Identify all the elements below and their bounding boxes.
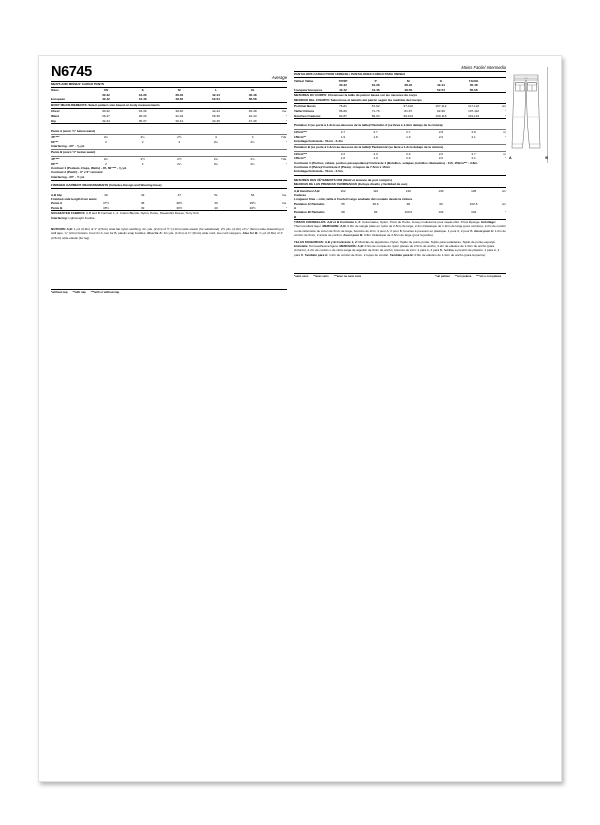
bm-0-2: 38-40 (175, 109, 184, 114)
fr-size-numeric-3: 42-44 (437, 83, 445, 88)
bm-1-2: 32-34 (175, 114, 184, 119)
fr-bm-0-0: 76-81 (339, 104, 347, 109)
fr-european-label: Français/ Europeos (294, 88, 327, 93)
european-4: 56-58 (234, 97, 271, 102)
table-row (294, 201, 506, 210)
yb-1-0: 2 (105, 161, 107, 166)
fr-ya-0-2: 2.7 (406, 129, 411, 134)
bm-2-0: 32-34 (88, 119, 125, 124)
notions-es-also-b-text: 0.8m de elástico de 1.3cm de ancho (para la pierna). (414, 252, 486, 257)
notions-fr-also-b-text: 0.8m d'élastique de 2.5cm de large (pour la jambe). (364, 233, 434, 238)
fr-fin-hip-2: 120 (405, 188, 411, 193)
fin-hip-3: 51 (214, 192, 218, 197)
sl-1-4: 40½ (234, 206, 271, 211)
fr-bm-label-0: Poitrine/ Busto (294, 104, 316, 109)
notions-text: 1 yd. (0.9m) of 1" (2.5cm) wide flat nylon webbing, 2¼ yds. (2.2m) of ½" (1.3cm) wide elastic (for waistband), 2½ yds. (2.2m) of ¼" (6mm) wide drawstring or twill tape, ¾" (2cm) buttons. Four for A, two for B, plastic snap buckles: (51, 226, 285, 236)
european-3: 52-54 (198, 97, 235, 102)
fr-yb-label-0: 115cm*** (294, 151, 307, 156)
fabrics-fr-label: TISSUS CONSEILLÉS: (294, 219, 327, 224)
fr-bm-2-3: 109-115 (425, 113, 458, 118)
fr-yb-0-4: 2.7 (471, 151, 476, 156)
size-numeric-0: 30-32 (102, 92, 110, 97)
yb-1-2: 2¼ (177, 161, 182, 166)
bm-1-4: 42-44 (248, 114, 257, 119)
fr-sl-unit-0: cm (501, 201, 506, 206)
footnote-fr-0: *sans sens (294, 275, 309, 279)
size-label-2: M (178, 88, 181, 93)
fr-ya-1-2: 1.9 (406, 134, 411, 139)
fr-bm-0-2: 97-102 (403, 104, 414, 109)
ya-unit-1: " (285, 139, 287, 144)
fr-bm-0-1: 87-92 (371, 104, 380, 109)
fr-yb-1-3: 2.0 (438, 156, 444, 161)
fr-bm-label-2: Hanches/ Caderas (294, 113, 327, 118)
fabrics-es-label: TELAS SUGERIDAS: (294, 239, 324, 244)
fr-sl-0-2: 98 (406, 201, 410, 206)
notions-also-a-label: Also for A: (147, 231, 163, 236)
notions-fr-text: 0.9m de sangle plate en nylon de 2.5cm de large, 2.2m d'élastique de 1.3cm de large (pour ceinture), 2.2m de cordon ou de talonnette de coton de 6mm de large, boutons de 2cm: 4 pour A, 2 pour B, boucles à pression en plastique. 1 pour A, 2 pour B. (294, 224, 506, 233)
pants-illustration-icon (506, 69, 546, 155)
envelope-content (51, 65, 551, 294)
interfacing-a-en: Interfacing - 20" - ⅜ yd. (51, 144, 85, 149)
size-numeric-1: 34-36 (138, 92, 147, 97)
fr-european-3: 52-54 (425, 88, 458, 93)
fr-bm-0-3: 107-112 (435, 104, 447, 109)
sl-unit-1: " (271, 206, 287, 211)
fr-sl-0-3: 99 (439, 201, 443, 206)
yb-0-0: 2¼ (103, 156, 109, 161)
fr-ya-1-3: 2.0 (438, 134, 444, 139)
pants-a-heading-en: Pants A (worn ½" below waist) (51, 128, 96, 133)
fr-size-label-3: G (439, 78, 443, 83)
fr-european-1: 44-46 (359, 88, 392, 93)
sizes-table-fr-es (294, 78, 506, 93)
ya-1-0: 2 (105, 139, 107, 144)
contrast2-fr-es: Contraste 2 (Pièce)/ Contraste 2 (Pieza) - Coupon de 7.5cm x 15cm (294, 165, 391, 170)
fr-ya-0-4: 2.8 (471, 129, 476, 134)
fr-european-0: 40-42 (327, 88, 360, 93)
fr-size-numeric-2: 38-40 (404, 83, 413, 88)
interfacing-b-fr-es: Entoilage/ Entretela - 51cm - 0.5m. (294, 169, 344, 174)
fr-sl-1-4: 103 (457, 210, 490, 219)
fr-ya-label-0: 115cm*** (294, 129, 307, 134)
view-labels (506, 156, 551, 160)
bm-1-1: 28-30 (138, 114, 147, 119)
bm-2-3: 43-45 (198, 119, 235, 124)
fr-sl-1-1: 99 (359, 210, 392, 219)
bm-unit-2: " (271, 119, 287, 124)
side-length-label-en: Finished side length from waist (51, 196, 97, 201)
fabrics-fr-interfacing-text: Thermocollant léger. (294, 224, 322, 229)
notions-fr-label: MERCERIE: A,B: (322, 224, 347, 229)
footnote-en-1: **with nap (72, 291, 86, 295)
pattern-envelope-back (38, 55, 562, 782)
european-label: European (51, 97, 88, 102)
fr-ya-1-0: 1.9 (340, 134, 346, 139)
fr-yb-1-4: 2.1 (471, 156, 476, 161)
size-label-4: XL (250, 88, 255, 93)
fin-hip-1: 43 (140, 192, 145, 197)
suggested-fabrics-es (294, 240, 506, 258)
sizes-row-label: Sizes (51, 88, 59, 93)
notions-label: NOTIONS: A,B: (51, 226, 73, 231)
footnotes-fr-es (294, 274, 506, 278)
bm-label-2: Hip (51, 119, 88, 124)
fr-size-numeric-4: 46-48 (469, 83, 478, 88)
fr-size-numeric-1: 34-36 (371, 83, 380, 88)
fr-bm-2-2: 99-104 (392, 113, 425, 118)
fr-yb-unit-1: " (504, 156, 506, 161)
fr-sizes-row-label: Tailles/ Tallas (294, 78, 314, 83)
body-measurements-heading-es: MEDIDAS DEL CUERPO: Seleccione el tamaño del patrón según las medidas del cuerpo (294, 97, 422, 102)
notions-es-also-a-text: 1.0m de cordón de 6mm, 2 topes de cordón. (329, 252, 390, 257)
difficulty-level-en: Average (271, 74, 287, 80)
garment-title-en: MEN'S AND MISSES' CARGO PANTS (51, 81, 105, 86)
sl-1-3: 40 (198, 206, 235, 211)
fr-ya-0-0: 2.7 (340, 129, 346, 134)
fr-sl-0-0: 95 (341, 201, 345, 206)
fr-yb-0-2: 2.4 (406, 151, 411, 156)
fin-hip-2: 47 (177, 192, 181, 197)
bm-0-1: 34-36 (138, 109, 147, 114)
ya-label-0: 45"*** (51, 135, 60, 140)
fabrics-fr-text: Cotonnades, Nylon, Tricot de Ponte, Jersey molletonné pour sweat-shirt, Tricot Éponge. (361, 219, 481, 224)
fr-european-4: 56-58 (457, 88, 490, 93)
view-b-label: B (545, 155, 548, 160)
size-label-1: S (141, 88, 144, 93)
bm-unit-0: Ins. (282, 109, 287, 114)
table-row (294, 113, 506, 118)
bm-2-1: 35-37 (124, 119, 161, 124)
yb-0-4: 2¾ (250, 156, 255, 161)
fr-sl-0-1: 96.5 (372, 201, 379, 206)
bm-unit-1: " (285, 114, 287, 119)
body-measurements-heading-en: BODY MEASUREMENTS: Select pattern size based on body measurements (51, 102, 160, 107)
ya-unit-0: Yds. (280, 135, 287, 140)
footnote-es-2: ***sin o con pelusa (476, 275, 501, 279)
sl-unit-0: Ins. (282, 201, 287, 206)
fr-sl-label-0: Pantalon A/ Pantalón A (294, 201, 325, 210)
sl-1-0: 38½ (88, 206, 125, 211)
bm-label-0: Chest (51, 109, 60, 114)
finished-table-fr-es (294, 188, 506, 197)
footnote-fr-1: **avec sens (313, 275, 329, 279)
fr-ya-unit-0: m (503, 129, 506, 134)
fabrics-es-interfacing-label: Entretela: (294, 243, 309, 248)
sl-label-1: Pants B (51, 206, 88, 211)
pants-a-heading-fr-es: Pantalon A (se porte à 1.3cm au-dessous de la taille)/ Pantalón A (se lleva a 1.3cm debajo de la cintura) (294, 123, 443, 128)
ya-1-3: 2¼ (213, 139, 219, 144)
footnotes-es (435, 275, 506, 278)
difficulty-level-fr-es: Moins Facile/ Intermedio (461, 65, 506, 70)
size-numeric-4: 46-48 (248, 92, 257, 97)
sl-0-2: 38½ (176, 201, 183, 206)
finished-measurements-heading-en: FINISHED GARMENT MEASUREMENTS (Includes Design and Wearing Ease) (51, 182, 162, 187)
notions-es-label: MERCERÍA: A,B: (339, 243, 364, 248)
fr-ya-1-1: 1.8 (373, 134, 378, 139)
footnotes-en-wrap (51, 289, 287, 294)
pants-b-heading-en: Pants B (worn ½" below waist) (51, 150, 96, 155)
ya-label-1: 60"** (51, 139, 59, 144)
ya-1-4: 2¼ (250, 139, 255, 144)
view-a-label: A (509, 155, 512, 160)
fr-bm-1-4: 107-112 (468, 108, 480, 113)
table-row (294, 210, 506, 219)
yb-label-1: 60"** (51, 161, 59, 166)
yardage-b-table-fr-es (294, 152, 506, 161)
fr-bm-unit-0: cm (501, 104, 506, 109)
fr-yb-1-0: 1.8 (340, 156, 346, 161)
sl-0-4: 39½ (249, 201, 256, 206)
bm-0-0: 30-32 (102, 109, 110, 114)
footnotes-fr-es-wrap (294, 273, 506, 278)
ya-0-3: 3 (215, 135, 217, 140)
ya-1-2: 2 (178, 139, 181, 144)
notions-fr-also-a-text: 1.0m de cordon de 6mm, 2 arrêts de cordon. (294, 228, 506, 238)
fabrics-es-inline: A,B y B Contraste 1, 2: (324, 239, 358, 244)
side-length-table-fr-es (294, 201, 506, 220)
fr-size-label-1: P (374, 78, 377, 83)
size-label-0: XS (103, 88, 109, 93)
size-numeric-3: 42-44 (212, 92, 220, 97)
fr-es-header (294, 65, 506, 70)
sl-1-2: 39½ (161, 206, 198, 211)
body-measurements-heading-fr: MESURES DU CORPS: Choisissez la taille du patron basée sur les mesures du corps (294, 93, 418, 98)
fr-bm-1-1: 71-76 (371, 108, 380, 113)
yb-0-2: 2½ (177, 156, 182, 161)
footnote-en-2: ***with or without nap (90, 291, 120, 295)
yb-1-3: 2¼ (213, 161, 219, 166)
yb-unit-1: " (285, 161, 287, 166)
interfacing-label: Interfacing: (51, 215, 68, 220)
fr-bm-1-0: 66-69 (339, 108, 347, 113)
bm-0-3: 42-44 (212, 109, 220, 114)
notions-es-also-b-label: También para B: (389, 252, 414, 257)
three-column-layout (51, 65, 551, 294)
finished-measurements-heading-es: MEDIDAS DE LAS PRENDAS TERMINADAS (Incluye diseño y facilidad de uso) (294, 181, 408, 186)
fr-yb-0-3: 2.6 (438, 151, 444, 156)
fr-bm-1-2: 81-87 (404, 108, 413, 113)
notions-also-a-text: 1⅛ yds. (1.0m) of ¼" (6mm) wide cord, two cord stoppers. (163, 231, 242, 236)
sl-0-0: 37½ (103, 201, 109, 206)
fr-fin-hip-1: 110 (373, 188, 379, 193)
fr-fin-hip-4: 138 (471, 188, 477, 193)
fr-bm-1-3: 92-99 (437, 108, 445, 113)
fr-size-label-0: TP/XP (338, 78, 348, 83)
interfacing-text: Lightweight Fusible. (68, 215, 96, 220)
footnotes-en (51, 290, 287, 294)
table-row (51, 206, 287, 211)
yb-unit-0: Yds. (280, 156, 287, 161)
fabrics-fr-inline: A,B et B Contraste 1, 2: (327, 219, 362, 224)
bm-1-3: 36-39 (212, 114, 220, 119)
fin-hip-label: A,B Hip (51, 192, 63, 197)
spacer (51, 240, 287, 287)
fabrics-es-text: Mezclas de algodones, Nylon, Tejido de punto ponte, Tejido para sudaderas, Tejido de punto-esponja. (358, 239, 496, 244)
sizes-table-en (51, 88, 287, 103)
fr-yb-unit-0: m (503, 151, 506, 156)
fr-sl-0-4: 100.5 (469, 201, 478, 206)
side-length-label-fr-es: Longueur finie – côté, taille à l'ourlet/ Largo acabado del costado desde la cintura (294, 197, 413, 202)
bm-2-2: 39-41 (161, 119, 198, 124)
sizes-european-row (51, 97, 287, 102)
european-2: 48-50 (161, 97, 198, 102)
fr-bm-unit-1: " (504, 108, 506, 113)
fr-bm-label-1: Taille/ Cintura (294, 108, 314, 113)
fr-sl-1-3: 102 (425, 210, 458, 219)
yardage-a-table-fr-es (294, 130, 506, 139)
cargo-pants-technical-drawing (506, 69, 551, 160)
notions-es-also-a-label: También para A: (304, 252, 329, 257)
footnote-es-0: *sin pelusa (435, 275, 450, 279)
fr-ya-0-1: 2.7 (373, 129, 378, 134)
notions-fr-also-a-label: Aussi pour A: (474, 228, 494, 233)
european-1: 44-46 (124, 97, 161, 102)
fr-bm-2-1: 89-94 (359, 113, 392, 118)
fr-european-2: 48-50 (392, 88, 425, 93)
size-numeric-2: 38-40 (175, 92, 184, 97)
ya-0-0: 2¼ (103, 135, 109, 140)
suggested-fabrics-text: A,B and B Contrast 1, 2: Cotton Blends, Nylon, Ponte, Sweatshirt Fleece, Terry Knit. (86, 211, 200, 216)
yardage-a-table-en (51, 135, 287, 144)
fr-yb-1-1: 1.9 (373, 156, 378, 161)
fabrics-fr-interfacing-label: Entoilage: (481, 219, 496, 224)
garment-title-fr-es: PANTALONS CARGO POUR UNISEXE / PANTALONES CARGO PARA UNISEX (294, 72, 406, 77)
side-length-table-en (51, 201, 287, 211)
ya-1-1: 2 (141, 139, 144, 144)
contrast2-en: Contrast 2 (Patch) - 3" x 6" remnant (51, 170, 103, 175)
suggested-fabrics-fr (294, 220, 506, 238)
fr-sl-1-0: 98 (327, 210, 360, 219)
pants-b-heading-fr-es: Pantalon B (se porte à 1.3cm au-dessous de la taille)/ Pantalón B (se lleva a 1.3cm debajo de la cintura) (294, 145, 444, 150)
bm-1-0: 26-27 (102, 114, 110, 119)
fr-yb-0-1: 2.3 (373, 151, 378, 156)
fr-sl-label-1: Pantalon B/ Pantalón B (294, 210, 327, 219)
sl-0-3: 39 (214, 201, 218, 206)
fr-yb-0-0: 2.2 (340, 151, 346, 156)
fr-bm-2-4: 119-124 (457, 113, 490, 118)
fr-ya-1-4: 2.1 (471, 134, 476, 139)
footnote-en-0: *without nap (51, 291, 68, 295)
body-measurements-table-en (51, 109, 287, 124)
yardage-b-table-en (51, 157, 287, 166)
sl-1-1: 39 (124, 206, 161, 211)
bm-label-1: Waist (51, 114, 60, 119)
table-row (294, 188, 506, 197)
notions-also-b-text: ⅞ yd. (0.8m) of 1" (2.5cm) wide elastic (for leg). (51, 231, 284, 240)
fr-bm-0-4: 117-122 (468, 104, 480, 109)
european-0: 40-42 (88, 97, 125, 102)
fr-ya-label-1: 150cm** (294, 134, 306, 139)
fr-ya-unit-1: " (504, 134, 506, 139)
fr-ya-0-3: 2.8 (438, 129, 444, 134)
fr-sl-unit-1: " (490, 210, 506, 219)
table-row (294, 88, 506, 93)
footnotes-fr (294, 275, 366, 278)
ya-0-2: 2½ (177, 135, 182, 140)
notions-es-text: 0.9m de correas de nylon planas de 2.5cm de ancho, 2.2m de elástico de 1.3cm de ancho (para cinturón), 2.2m de cordón o de cinta sarga de algodón de 6mm de ancho, botones de 2cm: 4 para A, 2 para B, hebillas a presión de plástico. 1 para A, 2 para B. (294, 243, 500, 257)
fr-size-numeric-0: 30-32 (339, 83, 347, 88)
pattern-number: N6745 (51, 64, 92, 80)
spacer (294, 257, 506, 271)
finished-measurements-heading-fr: MESURES DES VÊTEMENTS FINI (Motif et aisance de port compris) (294, 177, 392, 182)
suggested-fabrics-label: SUGGESTED FABRICS: (51, 211, 86, 216)
fr-fin-hip-label: A,B Hanches/ A,B Caderas (294, 188, 320, 197)
body-measurements-table-fr-es (294, 104, 506, 119)
fin-hip-4: 54 (250, 192, 255, 197)
yb-1-4: 2¼ (250, 161, 255, 166)
english-column (51, 65, 287, 294)
fr-bm-2-0: 82-87 (327, 113, 360, 118)
footnote-fr-2: ***avec ou sans sens (333, 275, 362, 279)
contrast1-en: Contrast 1 (Pockets, Flaps, Welts) - 45, 60"*** - ⅞ yd. (51, 166, 127, 171)
footnote-es-1: **con pelusa (454, 275, 472, 279)
fr-yb-label-1: 150cm** (294, 156, 306, 161)
fin-hip-unit: Ins. (282, 192, 287, 197)
fabrics-es-interfacing-text: Termoadhesiva ligera. (308, 243, 339, 248)
fr-yb-1-2: 2.0 (406, 156, 411, 161)
contrast1-fr-es: Contraste 1 (Poches, rabats, poches passepoilées)/ Contraste 1 (Bolsillos, solapas, bolsillos ribeteados) - 115, 150cm*** - 0.8m. (294, 160, 478, 165)
table-row (51, 119, 287, 124)
size-label-3: L (215, 88, 217, 93)
ya-0-4: 3 (251, 135, 254, 140)
interfacing-a-fr-es: Entoilage/ Entretela - 51cm - 0.4m (294, 138, 343, 143)
fr-fin-hip-3: 130 (438, 188, 444, 193)
fr-size-label-2: M (407, 78, 410, 83)
english-header (51, 65, 287, 80)
interfacing-b-en: Interfacing - 20" - ½ yd. (51, 174, 85, 179)
bm-2-4: 47-49 (234, 119, 271, 124)
french-spanish-column (294, 65, 506, 278)
fr-fin-hip-0: 102 (340, 188, 346, 193)
bm-0-4: 46-48 (248, 109, 257, 114)
sl-label-0: Pants A (51, 201, 63, 206)
fr-sl-1-2: 100.5 (392, 210, 425, 219)
notions-en (51, 227, 287, 240)
ya-0-1: 2¼ (140, 135, 145, 140)
sl-0-1: 38 (140, 201, 145, 206)
yb-1-1: 2 (141, 161, 144, 166)
fr-bm-unit-2: " (490, 113, 506, 118)
fr-fin-hip-unit: cm (501, 188, 506, 193)
yb-0-1: 2½ (140, 156, 145, 161)
yb-0-3: 2¾ (213, 156, 219, 161)
fin-hip-0: 40 (104, 192, 108, 197)
yb-label-0: 45"*** (51, 156, 60, 161)
notions-fr-also-b-label: Aussi pour B: (343, 233, 364, 238)
notions-also-b-label: Also for B: (242, 231, 259, 236)
fr-size-label-4: TG/XG (468, 78, 479, 83)
